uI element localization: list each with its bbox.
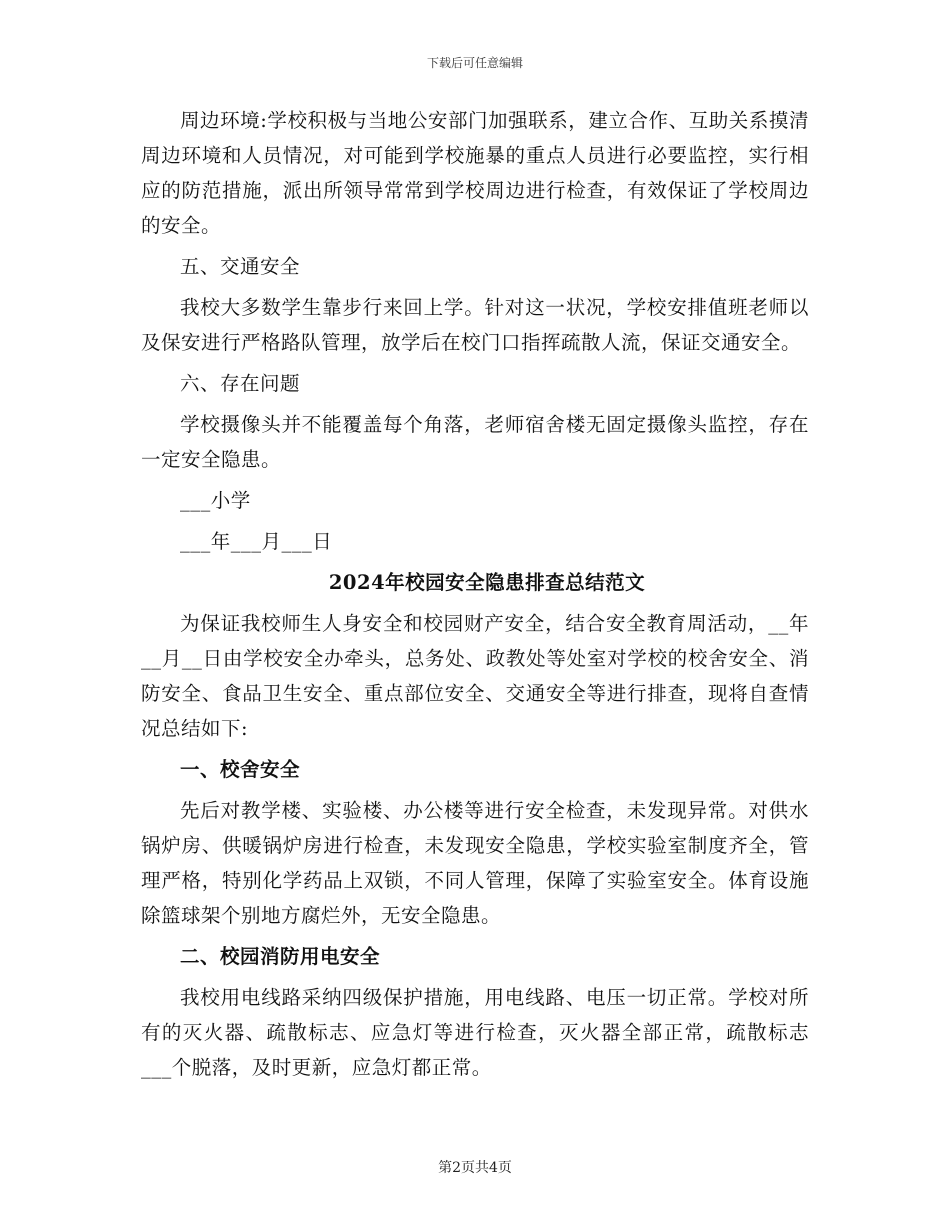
document-body [141, 103, 809, 1091]
heading-fire-electric: 二、校园消防用电安全 [180, 945, 381, 968]
document-title: 2024年校园安全隐患排查总结范文 [328, 571, 646, 594]
page-footer: 第2页共4页 [438, 1160, 512, 1176]
paragraph-traffic: 我校大多数学生靠步行来回上学。针对这一状况，学校安排值班老师以及保安进行严格路队管理，放学后在校门口指挥疏散人流，保证交通安全。 [141, 296, 809, 354]
paragraph-surroundings: 周边环境:学校积极与当地公安部门加强联系，建立合作、互助关系摸清周边环境和人员情况，对可能到学校施暴的重点人员进行必要监控，实行相应的防范措施，派出所领导常常到学校周边进行检查，有效保证了学校周边的安全。 [141, 109, 809, 237]
heading-school-buildings: 一、校舍安全 [180, 758, 301, 781]
page-header: 下载后可任意编辑 [426, 56, 523, 70]
paragraph-problems: 学校摄像头并不能覆盖每个角落，老师宿舍楼无固定摄像头监控，存在一定安全隐患。 [141, 413, 809, 471]
heading-traffic-safety: 五、交通安全 [180, 255, 301, 278]
paragraph-fire-electric: 我校用电线路采纳四级保护措施，用电线路、电压一切正常。学校对所有的灭火器、疏散标志、应急灯等进行检查，灭火器全部正常，疏散标志___个脱落，及时更新，应急灯都正常。 [141, 986, 809, 1079]
heading-existing-problems: 六、存在问题 [180, 372, 301, 395]
paragraph-intro: 为保证我校师生人身安全和校园财产安全，结合安全教育周活动，__年__月__日由学校安全办牵头，总务处、政教处等处室对学校的校舍安全、消防安全、食品卫生安全、重点部位安全、交通安全等进行排查，现将自查情况总结如下: [141, 612, 809, 740]
signature-school: ___小学 [180, 489, 251, 512]
paragraph-buildings: 先后对教学楼、实验楼、办公楼等进行安全检查，未发现异常。对供水锅炉房、供暖锅炉房进行检查，未发现安全隐患，学校实验室制度齐全，管理严格，特别化学药品上双锁，不同人管理，保障了实验室安全。体育设施除篮球架个别地方腐烂外，无安全隐患。 [141, 799, 809, 927]
signature-date: ___年___月___日 [180, 530, 333, 553]
